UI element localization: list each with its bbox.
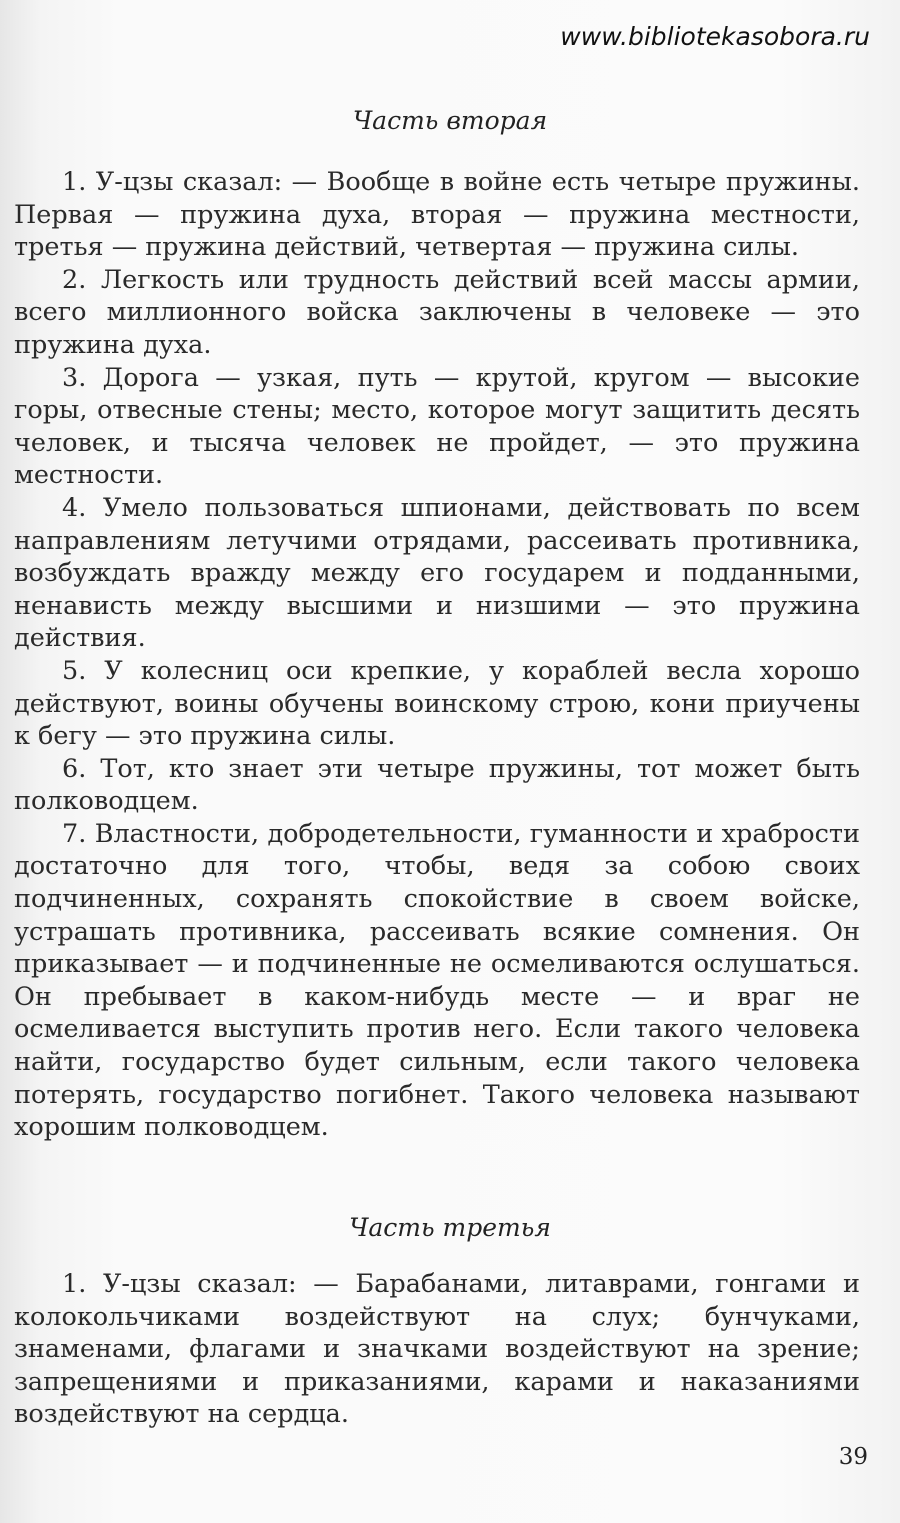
paragraph: 1. У-цзы сказал: — Барабанами, литаврами, гонгами и колокольчиками воздействуют на слух; бунчуками, знаменами, флагами и значками воздействуют на зрение; запрещениями и приказаниями, карами и наказаниями воздействуют на сердца. xyxy=(14,1269,860,1430)
paragraph: 4. Умело пользоваться шпионами, действовать по всем направлениям летучими отрядами, рассеивать противника, возбуждать вражду между его государем и подданными, ненависть между высшими и низшими — это пружина действия. xyxy=(14,492,860,654)
part-three-body xyxy=(14,1268,860,1431)
paragraph: 7. Властности, добродетельности, гуманности и храбрости достаточно для того, чтобы, ведя за собою своих подчиненных, сохранять спокойствие в своем войске, устрашать противника, рассеивать всякие сомнения. Он приказывает — и подчиненные не осмеливаются ослушаться. Он пребывает в каком-нибудь месте — и враг не осмеливается выступить против него. Если такого человека найти, государство будет сильным, если такого человека потерять, государство погибнет. Такого человека называют хорошим полководцем. xyxy=(14,818,860,1143)
part-two-body xyxy=(14,166,860,1144)
paragraph: 2. Легкость или трудность действий всей массы армии, всего миллионного войска заключены в человеке — это пружина духа. xyxy=(14,264,860,360)
page-number: 39 xyxy=(838,1444,868,1470)
paragraph: 6. Тот, кто знает эти четыре пружины, тот может быть полководцем. xyxy=(14,753,860,817)
paragraph: 3. Дорога — узкая, путь — крутой, кругом — высокие горы, отвесные стены; место, которое могут защитить десять человек, и тысяча человек не пройдет, — это пружина местности. xyxy=(14,362,860,491)
section-title-part-three: Часть третья xyxy=(349,1213,551,1242)
section-title-part-two: Часть вторая xyxy=(352,106,548,135)
paragraph: 1. У-цзы сказал: — Вообще в войне есть четыре пружины. Первая — пружина духа, вторая — пружина местности, третья — пружина действий, четвертая — пружина силы. xyxy=(14,167,860,263)
site-watermark: www.bibliotekasobora.ru xyxy=(560,22,870,51)
paragraph: 5. У колесниц оси крепкие, у кораблей весла хорошо действуют, воины обучены воинскому строю, кони приучены к бегу — это пружина силы. xyxy=(14,655,860,752)
